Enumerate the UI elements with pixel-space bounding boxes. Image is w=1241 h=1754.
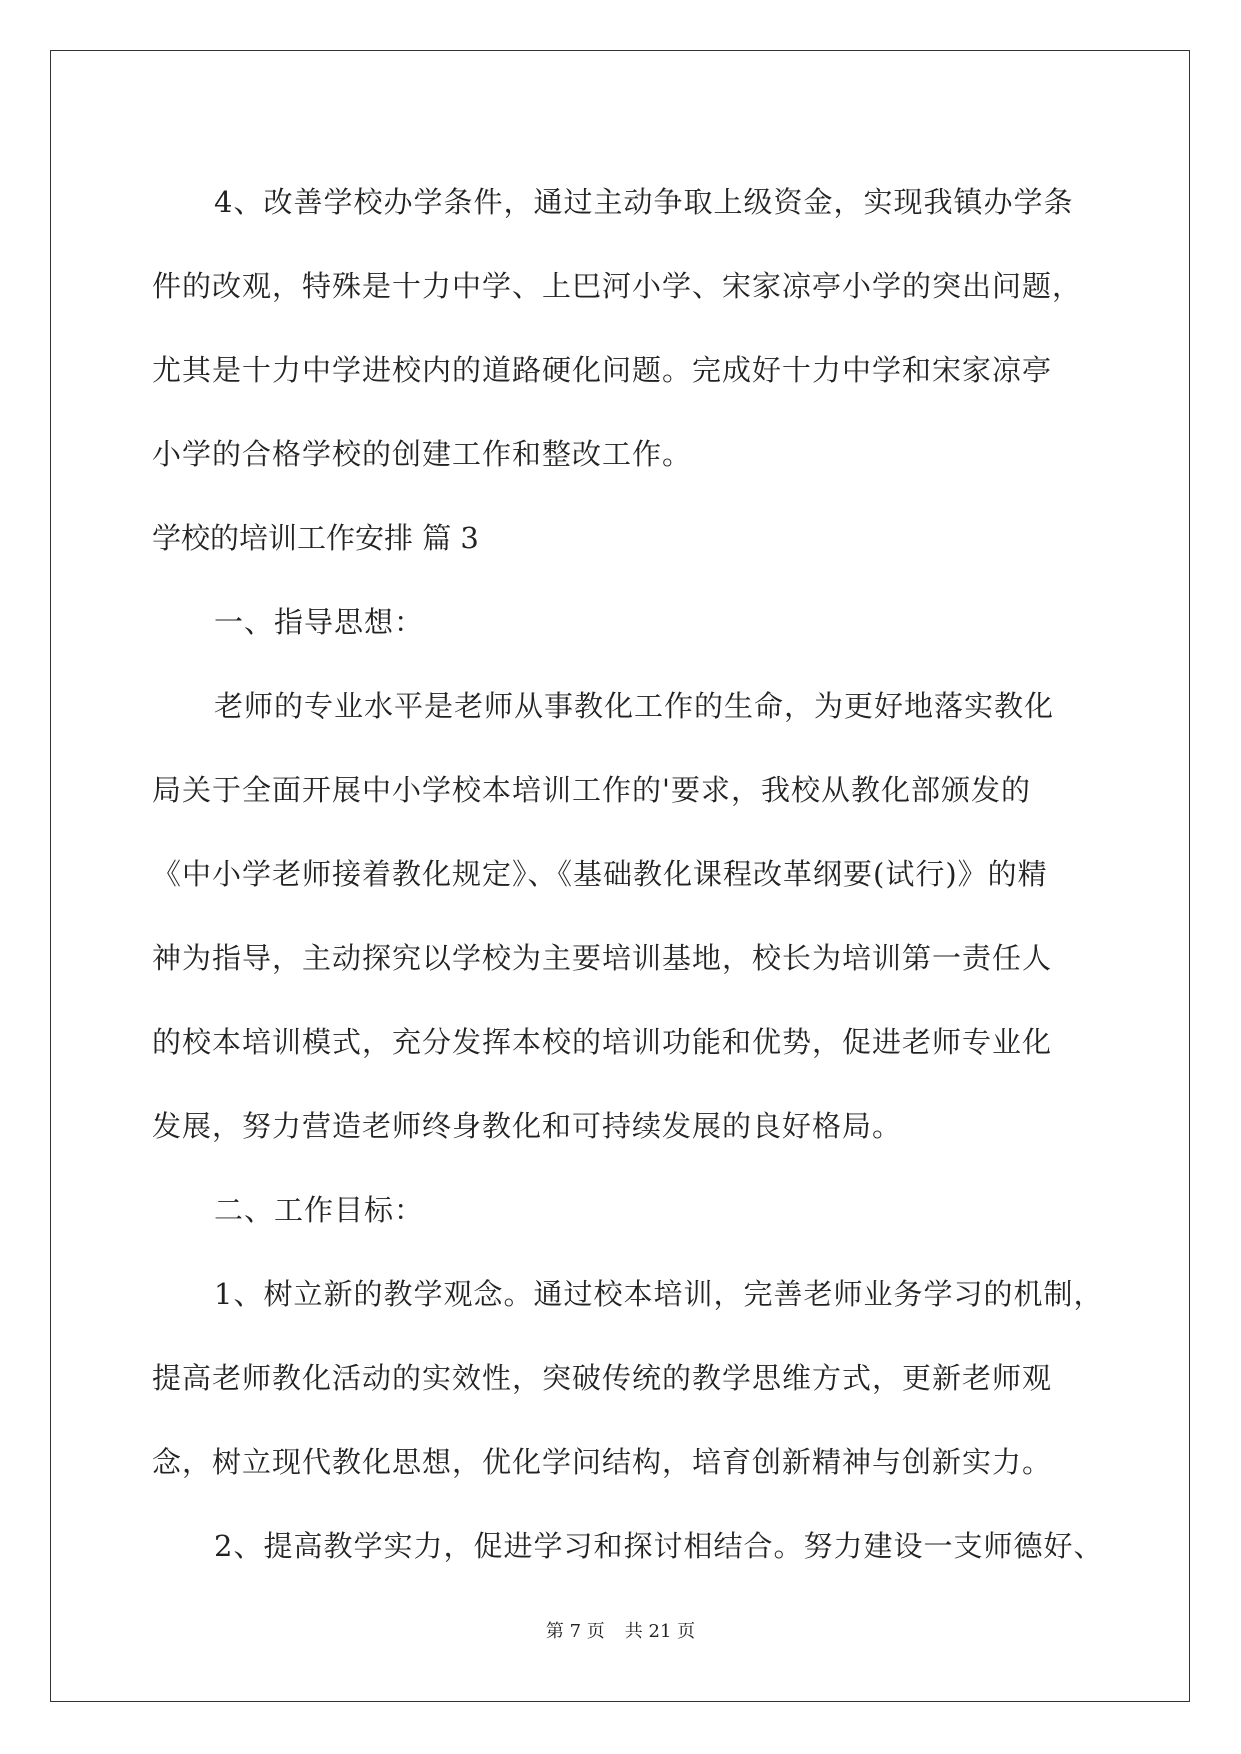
- paragraph-line: 提高老师教化活动的实效性，突破传统的教学思维方式，更新老师观: [152, 1361, 1053, 1395]
- paragraph-line: 2、提高教学实力，促进学习和探讨相结合。努力建设一支师德好、: [214, 1529, 1104, 1563]
- paragraph-line: 发展，努力营造老师终身教化和可持续发展的良好格局。: [152, 1109, 903, 1143]
- paragraph-line: 尤其是十力中学进校内的道路硬化问题。完成好十力中学和宋家凉亭: [152, 353, 1053, 387]
- paragraph-line: 局关于全面开展中小学校本培训工作的'要求，我校从教化部颁发的: [152, 773, 1031, 807]
- paragraph-line: 小学的合格学校的创建工作和整改工作。: [152, 437, 693, 471]
- paragraph-line: 件的改观，特殊是十力中学、上巴河小学、宋家凉亭小学的突出问题，: [152, 269, 1083, 303]
- paragraph-line: 的校本培训模式，充分发挥本校的培训功能和优势，促进老师专业化: [152, 1025, 1053, 1059]
- paragraph-line: 4、改善学校办学条件，通过主动争取上级资金，实现我镇办学条: [214, 185, 1074, 219]
- paragraph-line: 《中小学老师接着教化规定》、《基础教化课程改革纲要(试行)》的精: [152, 857, 1048, 891]
- paragraph-line: 老师的专业水平是老师从事教化工作的生命，为更好地落实教化: [214, 689, 1055, 723]
- page-number-total: 共 21 页: [624, 1621, 696, 1642]
- document-body: [152, 160, 1104, 1588]
- section-title: 学校的培训工作安排 篇 3: [152, 521, 479, 555]
- page-number-current: 第 7 页: [545, 1621, 605, 1642]
- subheading: 二、工作目标：: [214, 1193, 425, 1227]
- subheading: 一、指导思想：: [214, 605, 425, 639]
- paragraph-line: 1、树立新的教学观念。通过校本培训，完善老师业务学习的机制，: [214, 1277, 1104, 1311]
- paragraph-line: 神为指导，主动探究以学校为主要培训基地，校长为培训第一责任人: [152, 941, 1053, 975]
- paragraph-line: 念，树立现代教化思想，优化学问结构，培育创新精神与创新实力。: [152, 1445, 1053, 1479]
- page-footer: [0, 1617, 1241, 1643]
